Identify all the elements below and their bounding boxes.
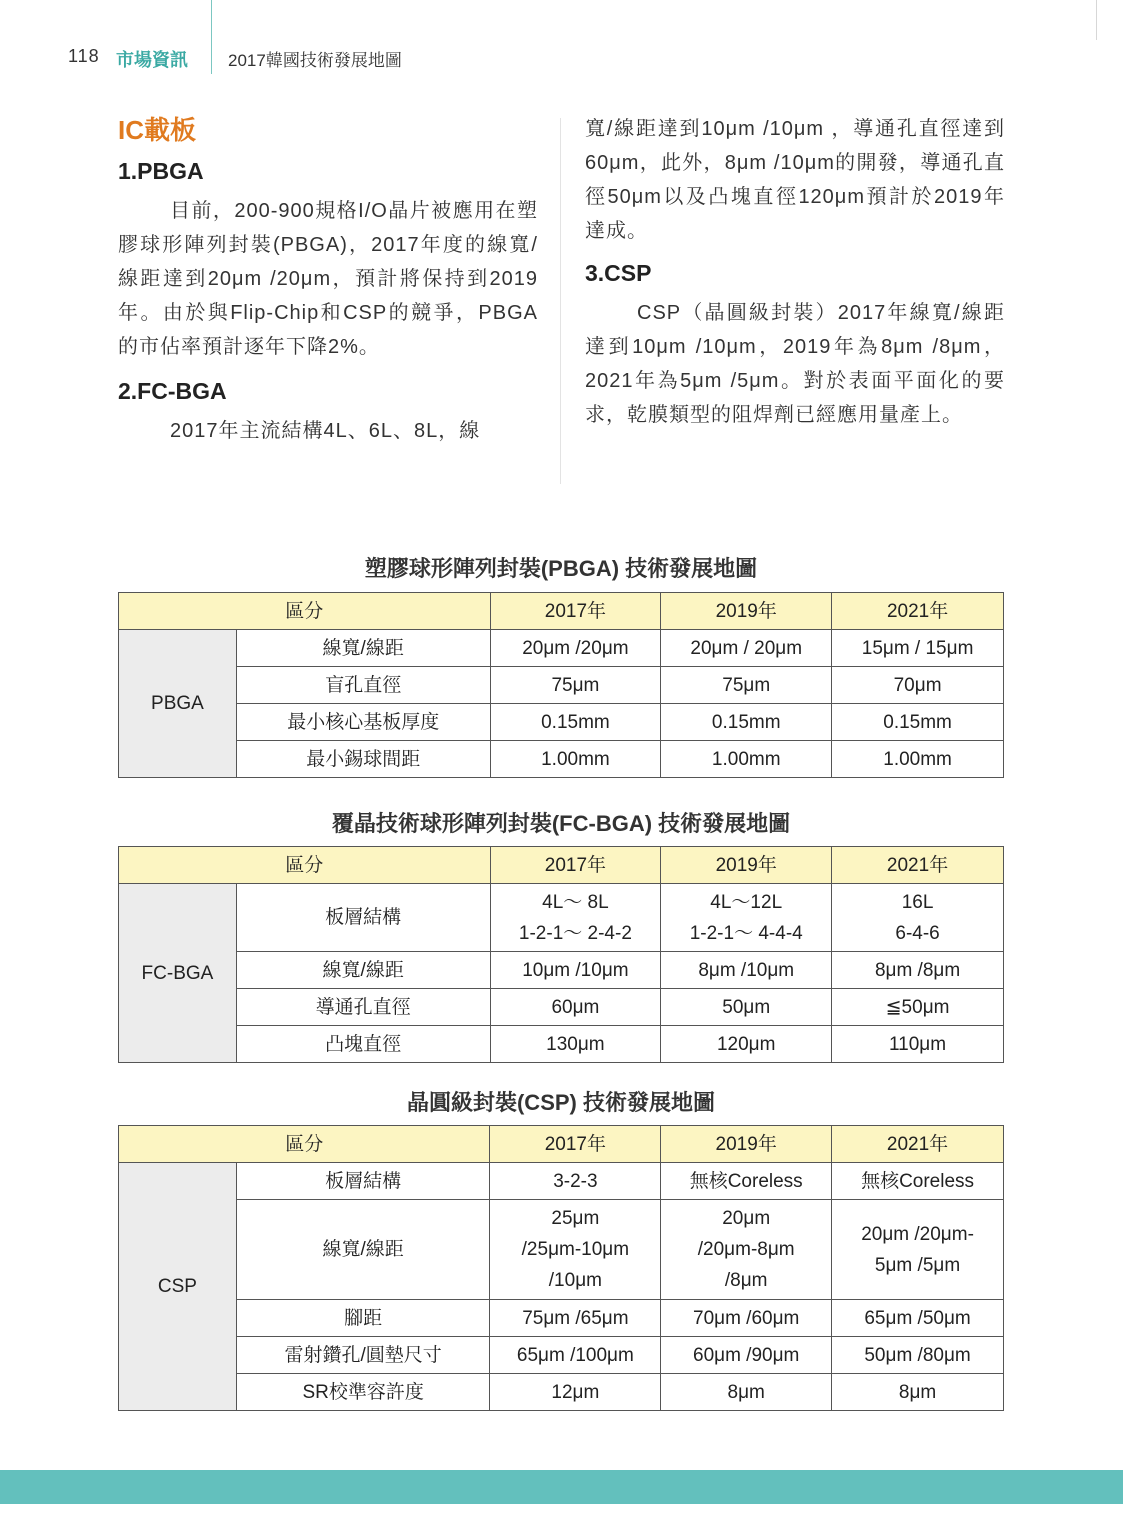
row-label: 線寬/線距	[236, 952, 490, 989]
row-label: 最小錫球間距	[236, 741, 490, 778]
table-cell	[661, 1163, 832, 1200]
year-header: 2017年	[490, 1126, 661, 1163]
category-header: 區分	[119, 593, 491, 630]
cell-line: 20μm /20μm	[522, 637, 629, 659]
table-row	[119, 1163, 1004, 1200]
pbga-roadmap-table	[118, 592, 1004, 778]
cell-line: /25μm-10μm	[521, 1239, 630, 1260]
cell-line: 8μm	[898, 1381, 937, 1403]
table-row	[119, 1026, 1004, 1063]
pbga-paragraph: 目前，200-900規格I/O晶片被應用在塑膠球形陣列封裝(PBGA)，2017年度的線寬/線距達到20μm /20μm，預計將保持到2019年。由於與Flip-Chip和CSP的競爭，PBGA的市佔率預計逐年下降2%。	[118, 200, 538, 358]
table-cell	[490, 1200, 661, 1300]
table-cell	[832, 1200, 1004, 1300]
table-row	[119, 741, 1004, 778]
cell-line: 50μm	[722, 996, 771, 1018]
table-cell	[661, 884, 832, 952]
table-row	[119, 884, 1004, 952]
row-label: 雷射鑽孔/圓墊尺寸	[236, 1337, 490, 1374]
cell-line: 75μm	[551, 674, 600, 696]
table-cell	[661, 667, 832, 704]
cell-line: /20μm-8μm	[697, 1239, 795, 1260]
table-cell	[832, 989, 1004, 1026]
table-row	[119, 1337, 1004, 1374]
fcbga-paragraph-start: 2017年主流結構4L、6L、8L，線	[170, 420, 481, 442]
year-header: 2019年	[661, 847, 832, 884]
article-right-column	[585, 112, 1005, 432]
section-title: IC載板	[118, 115, 197, 145]
cell-line: 50μm /80μm	[864, 1344, 971, 1366]
header-divider	[211, 0, 212, 74]
cell-line: 1-2-1～ 2-4-2	[518, 922, 632, 944]
page-header	[0, 0, 1123, 80]
table-row	[119, 1374, 1004, 1411]
category-header: 區分	[119, 1126, 490, 1163]
row-label: SR校準容許度	[236, 1374, 490, 1411]
cell-line: 75μm	[722, 674, 771, 696]
table-header-row	[119, 847, 1004, 884]
cell-line: 20μm	[722, 1208, 771, 1229]
cell-line: 8μm /8μm	[874, 959, 961, 981]
pbga-heading: 1.PBGA	[118, 158, 204, 184]
table-cell	[490, 884, 661, 952]
cell-line: 0.15mm	[883, 711, 952, 733]
footer-band	[0, 1470, 1123, 1504]
cell-line: 1-2-1～ 4-4-4	[689, 922, 803, 944]
csp-roadmap-table	[118, 1125, 1004, 1411]
row-label: 盲孔直徑	[236, 667, 490, 704]
csp-paragraph: CSP（晶圓級封裝）2017年線寬/線距達到10μm /10μm，2019年為8μm /8μm，2021年為5μm /5μm。對於表面平面化的要求，乾膜類型的阻焊劑已經應用量產上。	[585, 302, 1005, 426]
table-cell	[661, 1374, 832, 1411]
row-label: 線寬/線距	[236, 630, 490, 667]
cell-line: 120μm	[716, 1033, 776, 1055]
cell-line: /10μm	[548, 1270, 602, 1291]
cell-line: 4L～12L	[710, 891, 783, 913]
year-header: 2021年	[832, 847, 1004, 884]
cell-line: 25μm	[551, 1208, 600, 1229]
table-cell	[832, 1300, 1004, 1337]
table-cell	[661, 989, 832, 1026]
cell-line: 0.15mm	[541, 711, 610, 733]
table-cell	[661, 1337, 832, 1374]
table-row	[119, 989, 1004, 1026]
table-cell	[490, 1337, 661, 1374]
header-right-rule	[1096, 0, 1097, 40]
year-header: 2021年	[832, 593, 1004, 630]
row-label: 板層結構	[236, 1163, 490, 1200]
table-cell	[661, 741, 832, 778]
table-cell	[661, 1026, 832, 1063]
page-number: 118	[68, 46, 100, 66]
table-cell	[490, 630, 661, 667]
cell-line: 10μm /10μm	[522, 959, 629, 981]
row-label: 凸塊直徑	[236, 1026, 490, 1063]
table-cell	[490, 1163, 661, 1200]
csp-heading: 3.CSP	[585, 260, 652, 286]
table-row	[119, 1300, 1004, 1337]
cell-line: 16L	[901, 891, 934, 913]
fcbga-roadmap-table	[118, 846, 1004, 1063]
cell-line: 1.00mm	[711, 748, 781, 770]
table-cell	[832, 1374, 1004, 1411]
table-cell	[661, 1300, 832, 1337]
table-cell	[832, 952, 1004, 989]
row-label: 最小核心基板厚度	[236, 704, 490, 741]
table-cell	[832, 630, 1004, 667]
table-cell	[832, 1337, 1004, 1374]
cell-line: 0.15mm	[711, 711, 781, 733]
table-cell	[661, 630, 832, 667]
article-left-column	[118, 112, 538, 448]
table-cell	[832, 1163, 1004, 1200]
table-cell	[490, 741, 661, 778]
cell-line: ≦50μm	[885, 996, 950, 1018]
year-header: 2017年	[490, 593, 661, 630]
cell-line: 20μm /20μm-	[861, 1223, 974, 1245]
cell-line: 130μm	[546, 1033, 605, 1055]
column-divider	[560, 118, 561, 484]
table-row	[119, 1200, 1004, 1300]
table-row	[119, 630, 1004, 667]
cell-line: 65μm /100μm	[516, 1344, 634, 1366]
row-label: 線寬/線距	[236, 1200, 490, 1300]
row-label: 導通孔直徑	[236, 989, 490, 1026]
cell-line: 1.00mm	[883, 748, 952, 770]
year-header: 2019年	[661, 1126, 832, 1163]
table-cell	[490, 1026, 661, 1063]
cell-line: 8μm /10μm	[698, 959, 795, 981]
cell-line: 6-4-6	[895, 922, 940, 944]
document-title: 2017韓國技術發展地圖	[228, 51, 402, 70]
cell-line: 70μm /60μm	[693, 1307, 800, 1329]
row-label: 腳距	[236, 1300, 490, 1337]
cell-line: 8μm	[727, 1381, 765, 1403]
section-label: 市場資訊	[116, 50, 188, 70]
table-cell	[490, 952, 661, 989]
year-header: 2017年	[490, 847, 661, 884]
cell-line: 3-2-3	[553, 1170, 598, 1192]
cell-line: 65μm /50μm	[864, 1307, 971, 1329]
table-cell	[832, 1026, 1004, 1063]
table-cell	[490, 704, 661, 741]
category-header: 區分	[119, 847, 491, 884]
fcbga-paragraph-continued: 寬/線距達到10μm /10μm ，導通孔直徑達到60μm，此外，8μm /10μm的開發，導通孔直徑50μm以及凸塊直徑120μm預計於2019年達成。	[585, 118, 1005, 242]
table-row	[119, 667, 1004, 704]
cell-line: 60μm	[551, 996, 600, 1018]
group-label: FC-BGA	[119, 884, 237, 1063]
cell-line: 4L～ 8L	[542, 891, 609, 913]
table-row	[119, 704, 1004, 741]
cell-line: 無核Coreless	[689, 1170, 803, 1192]
table-cell	[490, 989, 661, 1026]
group-label: PBGA	[119, 630, 237, 778]
pbga-table-title: 塑膠球形陣列封裝(PBGA) 技術發展地圖	[364, 556, 758, 581]
table-cell	[490, 1300, 661, 1337]
table-row	[119, 952, 1004, 989]
row-label: 板層結構	[236, 884, 490, 952]
cell-line: /8μm	[724, 1270, 768, 1291]
cell-line: 70μm	[893, 674, 942, 696]
table-cell	[661, 704, 832, 741]
table-cell	[832, 884, 1004, 952]
cell-line: 5μm /5μm	[874, 1254, 961, 1276]
cell-line: 1.00mm	[541, 748, 610, 770]
year-header: 2019年	[661, 593, 832, 630]
cell-line: 20μm / 20μm	[690, 637, 803, 659]
table-cell	[832, 704, 1004, 741]
table-cell	[490, 1374, 661, 1411]
table-cell	[661, 952, 832, 989]
cell-line: 無核Coreless	[861, 1170, 975, 1192]
cell-line: 12μm	[551, 1381, 600, 1403]
fcbga-table-title: 覆晶技術球形陣列封裝(FC-BGA) 技術發展地圖	[331, 811, 791, 836]
year-header: 2021年	[832, 1126, 1004, 1163]
cell-line: 15μm / 15μm	[861, 637, 974, 659]
cell-line: 110μm	[889, 1033, 947, 1055]
cell-line: 75μm /65μm	[522, 1307, 629, 1329]
table-cell	[832, 741, 1004, 778]
fcbga-heading: 2.FC-BGA	[118, 378, 227, 404]
csp-table-title: 晶圓級封裝(CSP) 技術發展地圖	[406, 1090, 715, 1115]
table-header-row	[119, 593, 1004, 630]
group-label: CSP	[119, 1163, 237, 1411]
table-cell	[661, 1200, 832, 1300]
table-cell	[490, 667, 661, 704]
table-header-row	[119, 1126, 1004, 1163]
table-cell	[832, 667, 1004, 704]
cell-line: 60μm /90μm	[693, 1344, 800, 1366]
